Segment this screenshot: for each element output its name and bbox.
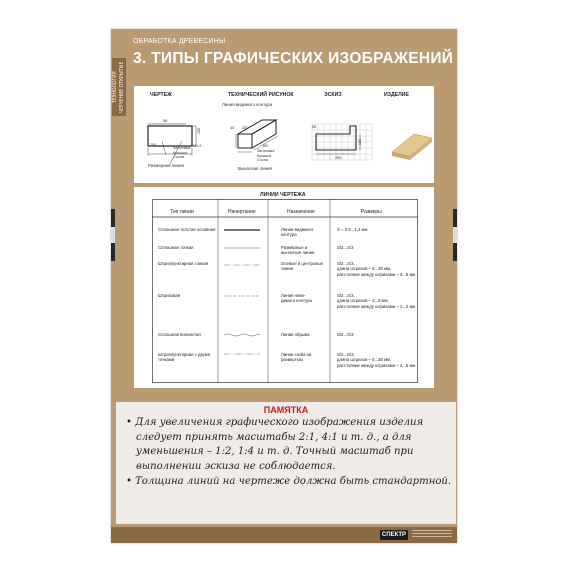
col-line-type: Тип линии <box>170 209 194 215</box>
row1-type: Сплошная толстая основная <box>158 227 216 232</box>
memo-title: ПАМЯТКА <box>263 405 309 415</box>
left-hanger-slot <box>111 209 115 261</box>
sample-wavy <box>224 334 260 336</box>
row6-type: Штрихпунктирная с двумя точками <box>158 352 211 363</box>
product-figure <box>392 134 432 160</box>
image-types-figures <box>134 86 434 183</box>
lines-table-caption: ЛИНИИ ЧЕРТЕЖА <box>260 192 306 198</box>
row3-purpose: Осевые и центровые линии <box>281 261 324 272</box>
col-purpose: Назначение <box>287 209 315 215</box>
row5-size: S/2...S/3 <box>337 332 354 337</box>
row4-type: Штриховая <box>158 293 181 298</box>
dim-250-grid: 250 <box>335 156 342 160</box>
dim-200: 200 <box>242 126 249 130</box>
subject-label: ОБРАБОТКА ДРЕВЕСИНЫ <box>133 38 226 45</box>
page-title: 3. ТИПЫ ГРАФИЧЕСКИХ ИЗОБРАЖЕНИЙ <box>133 50 454 67</box>
dim-150-vertical: 150 <box>197 127 202 135</box>
header-product: ИЗДЕЛИЕ <box>384 92 409 98</box>
sketch-grid <box>312 124 372 160</box>
side-label-1: ТЕХНОЛОГИЯ <box>112 71 118 103</box>
row2-size: S/2...S/3 <box>337 245 354 250</box>
row3-type: Штрихпунктирная тонкая <box>158 261 209 266</box>
row4-size: S/2...S/3, длина штрихов – 2...8 мм, расстояние между штрихами – 1...2 мм <box>337 293 416 309</box>
row2-type: Сплошная тонкая <box>158 245 194 250</box>
dim-150-sketch: 150 <box>262 144 269 148</box>
memo-text <box>126 416 456 490</box>
memo-bullet-2: • Толщина линий на чертеже должна быть стандартной. <box>126 475 452 487</box>
col-sizes: Размеры <box>361 209 382 215</box>
row6-size: S/2...S/3, длина штрихов – 5...30 мм, расстояние между штрихами – 4...6 мм <box>337 352 416 368</box>
row5-type: Сплошная волнистая <box>158 332 201 337</box>
publisher-logo: СПЕКТР <box>381 532 407 538</box>
scale-label: M1:2 <box>193 144 202 148</box>
technical-sketch-figure <box>236 120 278 152</box>
col-appearance: Начертание <box>228 209 256 215</box>
side-label-2: ЧЕРЧЕНИЕ ОТКРЫТЫЕ <box>119 61 125 113</box>
dim-58: 58 <box>163 119 168 123</box>
header-technical-sketch: ТЕХНИЧЕСКИЙ РИСУНОК <box>228 92 294 98</box>
dimension-line-label: Размерная линия <box>148 163 184 168</box>
row2-purpose: Размерные и выносные линии <box>281 245 315 256</box>
header-sketch: ЭСКИЗ <box>324 92 342 98</box>
visible-contour-label: Линия видимого контура <box>222 102 273 107</box>
right-hanger-slot <box>453 209 457 261</box>
dim-58-grid: 58 <box>312 125 317 129</box>
material-label: Заготовка Крышка Сосна <box>173 146 191 160</box>
dim-40: 40 <box>230 126 235 130</box>
row1-purpose: Линии видимого контура <box>281 227 314 238</box>
extension-line-label: Выносная линия <box>238 166 272 171</box>
dim-150-grid: 150 <box>358 138 363 146</box>
row5-purpose: Линии обрыва <box>281 332 310 337</box>
dim-250: 250 <box>150 143 157 147</box>
memo-bullet-1: • Для увеличения графического изображения изделия следует принять масштабы 2:1, 4:1 и т. д., а для уменьшения – 1:2, 1:4 и т. д. Точный масштаб при выполнении эскиза не соблюдается. <box>126 417 424 473</box>
material-label-sketch: Заготовка Крышка Сосна <box>257 149 275 163</box>
header-drawing: ЧЕРТЕЖ <box>150 92 172 98</box>
row4-purpose: Линия неви- димого контура <box>281 293 312 304</box>
side-label <box>112 58 126 116</box>
row6-purpose: Линии сгиба на развертках <box>281 352 312 363</box>
footer-fineprint <box>412 530 452 540</box>
row1-size: S = 0,5...1,4 мм <box>337 227 368 232</box>
row3-size: S/2...S/3, длина штрихов – 5...30 мм, расстояние между штрихами – 3...5 мм <box>337 261 416 277</box>
